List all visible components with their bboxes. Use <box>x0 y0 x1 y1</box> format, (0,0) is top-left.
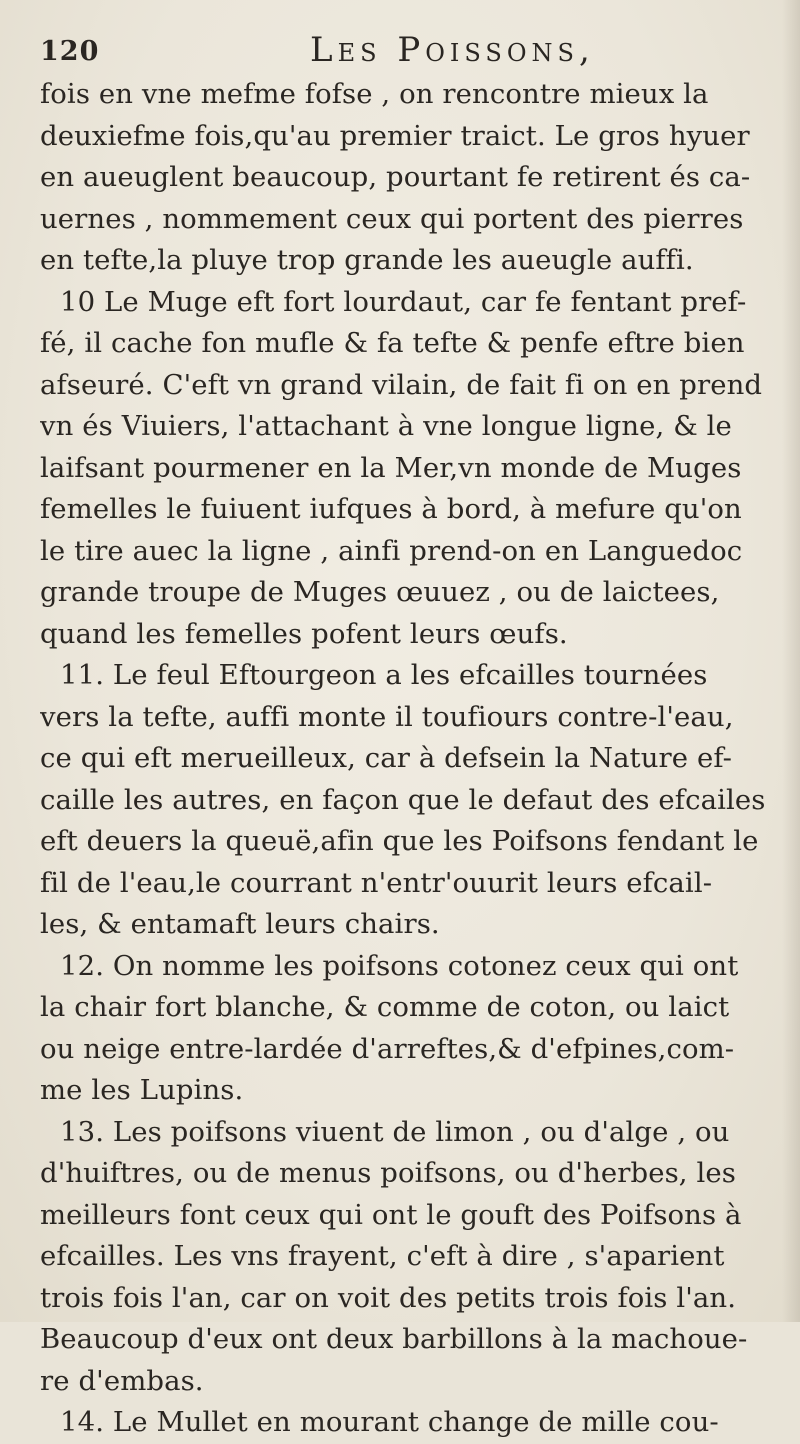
text-line: 14. Le Mullet en mourant change de mille cou- <box>60 1406 719 1438</box>
text-line: d'huiftres, ou de menus poifsons, ou d'herbes, les <box>40 1157 736 1189</box>
text-line: les, & entamaft leurs chairs. <box>40 908 440 940</box>
text-line: efcailles. Les vns frayent, c'eft à dire , s'aparient <box>40 1240 725 1272</box>
text-line: 10 Le Muge eft fort lourdaut, car fe fentant pref- <box>60 285 747 318</box>
text-line: trois fois l'an, car on voit des petits trois fois l'an. <box>40 1281 737 1314</box>
text-line: deuxiefme fois,qu'au premier traict. Le gros hyuer <box>40 119 750 152</box>
text-line: ce qui eft merueilleux, car à defsein la Nature ef- <box>40 742 733 774</box>
text-line: me les Lupins. <box>40 1074 244 1106</box>
text-line: afseuré. C'eft vn grand vilain, de fait fi on en prend <box>40 368 763 401</box>
text-line: uernes , nommement ceux qui portent des pierres <box>40 202 744 235</box>
text-line: fé, il cache fon mufle & fa tefte & penfe eftre bien <box>40 327 745 359</box>
text-line: ou neige entre-lardée d'arreftes,& d'efpines,com- <box>40 1032 735 1065</box>
text-line: 13. Les poifsons viuent de limon , ou d'alge , ou <box>60 1115 730 1148</box>
text-line: le tire auec la ligne , ainfi prend-on en Languedoc <box>40 534 743 567</box>
text-line: 11. Le feul Eftourgeon a les efcailles tournées <box>60 659 708 691</box>
running-title: Les Poissons, <box>310 30 595 70</box>
text-line: Beaucoup d'eux ont deux barbillons à la machoue- <box>40 1323 748 1355</box>
page-header <box>40 30 760 74</box>
text-line: vers la tefte, auffi monte il toufiours contre-l'eau, <box>40 700 734 733</box>
page-number: 120 <box>40 36 100 67</box>
text-line: la chair fort blanche, & comme de coton, ou laict <box>40 991 730 1023</box>
text-line: en aueuglent beaucoup, pourtant fe retirent és ca- <box>40 161 751 193</box>
text-line: fil de l'eau,le courrant n'entr'ouurit leurs efcail- <box>40 866 713 899</box>
text-line: laifsant pourmener en la Mer,vn monde de Muges <box>40 451 742 484</box>
text-line: fois en vne mefme fofse , on rencontre mieux la <box>40 78 709 110</box>
text-line: grande troupe de Muges œuuez , ou de laictees, <box>40 576 720 608</box>
text-line: meilleurs font ceux qui ont le gouft des Poifsons à <box>40 1198 742 1231</box>
text-line: en tefte,la pluye trop grande les aueugle auffi. <box>40 244 694 276</box>
text-line: femelles le fuiuent iufques à bord, à mefure qu'on <box>40 493 742 525</box>
text-line: quand les femelles pofent leurs œufs. <box>40 617 568 650</box>
text-line: vn és Viuiers, l'attachant à vne longue ligne, & le <box>40 410 732 442</box>
text-line: caille les autres, en façon que le defaut des efcailes <box>40 783 766 816</box>
text-line: re d'embas. <box>40 1364 204 1397</box>
text-line: 12. On nomme les poifsons cotonez ceux qui ont <box>60 949 739 982</box>
page-edge-shadow <box>782 0 800 1322</box>
text-line: eft deuers la queuë,afin que les Poifsons fendant le <box>40 825 759 857</box>
body-text <box>40 74 768 1444</box>
